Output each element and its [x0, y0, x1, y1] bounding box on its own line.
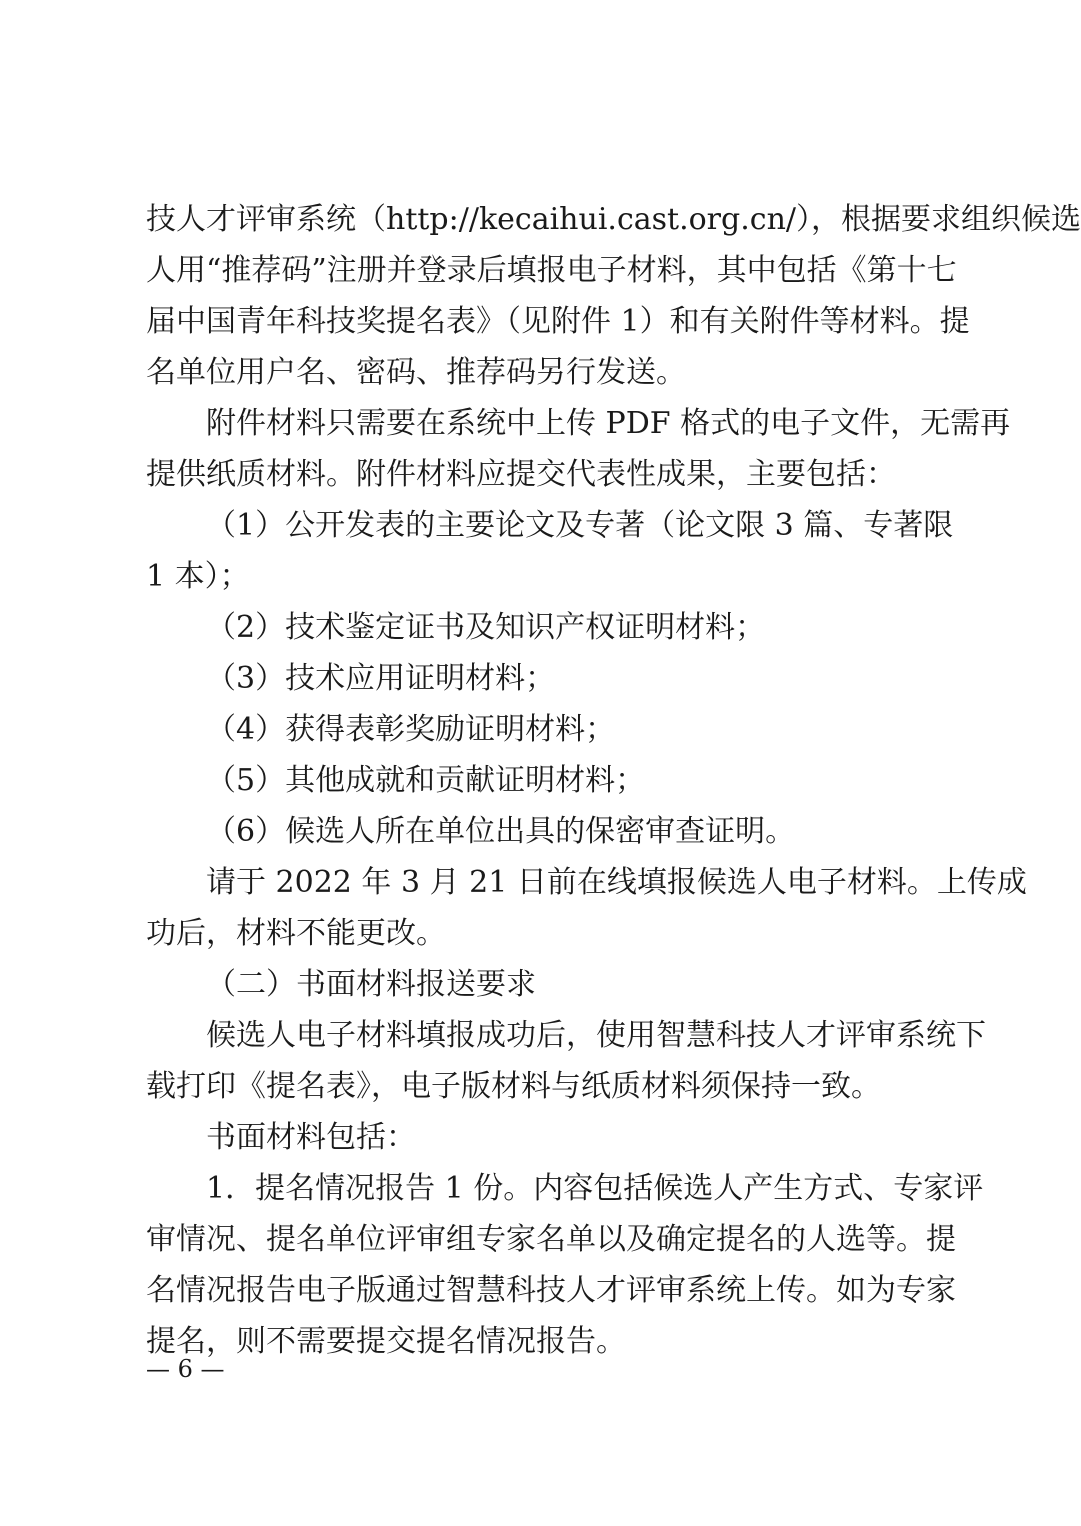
paragraph-line-report-4: 提名，则不需要提交提名情况报告。: [146, 1324, 626, 1359]
paragraph-line-report-3: 名情况报告电子版通过智慧科技人才评审系统上传。如为专家: [146, 1273, 956, 1308]
paragraph-line-report-1: 1．提名情况报告 1 份。内容包括候选人产生方式、专家评: [206, 1171, 984, 1206]
paragraph-line-4: 名单位用户名、密码、推荐码另行发送。: [146, 355, 686, 390]
page-number: — 6 —: [146, 1355, 225, 1383]
paragraph-line-print-continued: 载打印《提名表》，电子版材料与纸质材料须保持一致。: [146, 1069, 881, 1104]
paragraph-line-deadline-continued: 功后，材料不能更改。: [146, 916, 446, 951]
list-item-1-continued: 1 本）；: [146, 559, 250, 594]
list-item-6: （6）候选人所在单位出具的保密审查证明。: [206, 814, 796, 849]
list-item-5: （5）其他成就和贡献证明材料；: [206, 763, 646, 798]
paragraph-line-materials: 书面材料包括：: [206, 1120, 416, 1155]
paragraph-line-deadline: 请于 2022 年 3 月 21 日前在线填报候选人电子材料。上传成: [206, 865, 1027, 900]
paragraph-line-3: 届中国青年科技奖提名表》（见附件 1）和有关附件等材料。提: [146, 304, 970, 339]
list-item-4: （4）获得表彰奖励证明材料；: [206, 712, 616, 747]
paragraph-line-6: 提供纸质材料。附件材料应提交代表性成果，主要包括：: [146, 457, 896, 492]
paragraph-line-1: 技人才评审系统（http://kecaihui.cast.org.cn/），根据要求组织候选: [146, 202, 1081, 237]
paragraph-line-report-2: 审情况、提名单位评审组专家名单以及确定提名的人选等。提: [146, 1222, 956, 1257]
section-heading: （二）书面材料报送要求: [206, 967, 536, 1002]
list-item-3: （3）技术应用证明材料；: [206, 661, 556, 696]
paragraph-line-2: 人用“推荐码”注册并登录后填报电子材料，其中包括《第十七: [146, 253, 957, 288]
list-item-2: （2）技术鉴定证书及知识产权证明材料；: [206, 610, 766, 645]
paragraph-line-5: 附件材料只需要在系统中上传 PDF 格式的电子文件，无需再: [206, 406, 1011, 441]
paragraph-line-print: 候选人电子材料填报成功后，使用智慧科技人才评审系统下: [206, 1018, 986, 1053]
list-item-1: （1）公开发表的主要论文及专著（论文限 3 篇、专著限: [206, 508, 954, 543]
